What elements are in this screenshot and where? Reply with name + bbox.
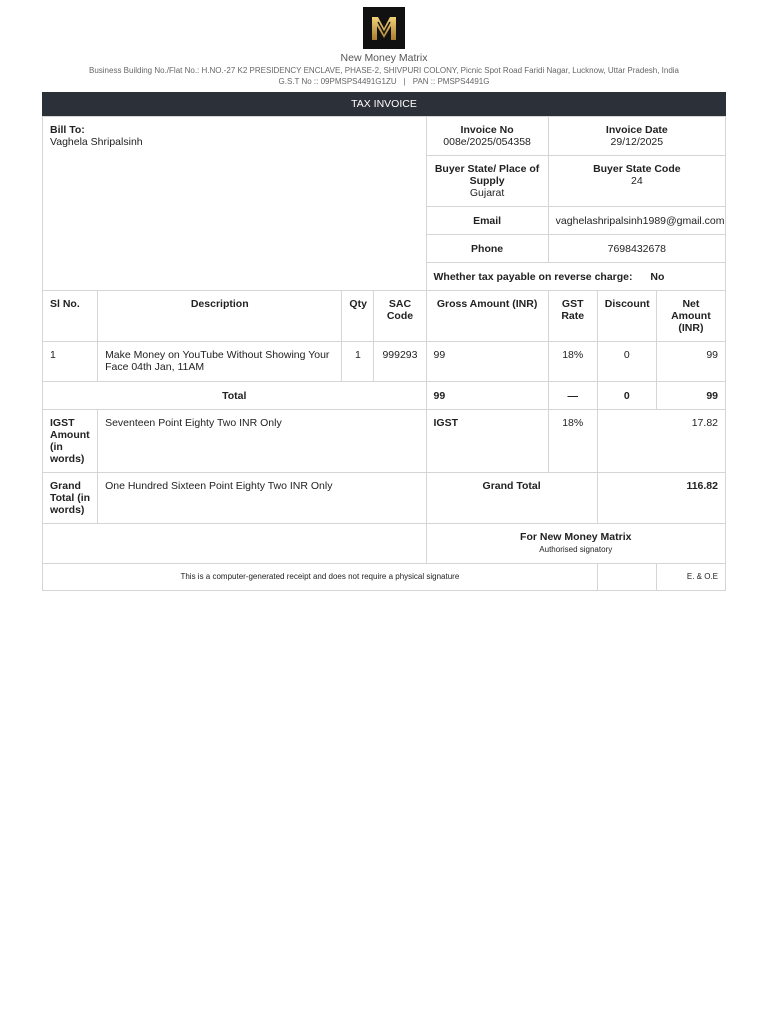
tax-ids [0, 77, 768, 86]
company-address: Business Building No./Flat No.: H.NO.-27 K2 PRESIDENCY ENCLAVE, PHASE-2, SHIVPURI COLONY, Picnic Spot Road Faridi Nagar, Lucknow, Uttar Pradesh, India [88, 66, 680, 75]
signature-blank [43, 524, 427, 564]
signature-for: For New Money Matrix [520, 531, 632, 543]
invoice-date-label: Invoice Date [605, 124, 668, 136]
email-value: vaghelashripalsinh1989@gmail.com [548, 207, 725, 235]
bill-to-name: Vaghela Shripalsinh [50, 136, 143, 148]
total-label: Total [43, 382, 427, 410]
buyer-state-cell [426, 156, 548, 207]
col-description: Description [98, 291, 342, 342]
total-net: 99 [656, 382, 725, 410]
item-description: Make Money on YouTube Without Showing Your Face 04th Jan, 11AM [98, 342, 342, 382]
items-header-row [43, 291, 726, 342]
invoice-date-value: 29/12/2025 [610, 136, 664, 148]
authorised-signatory: Authorised signatory [539, 545, 613, 554]
grand-total-row [43, 473, 726, 524]
grand-total-amount: 116.82 [597, 473, 725, 524]
grand-total-words-label: Grand Total (in words) [43, 473, 98, 524]
buyer-state-code-cell [548, 156, 725, 207]
col-gst-rate: GST Rate [548, 291, 597, 342]
grand-total-words: One Hundred Sixteen Point Eighty Two INR Only [98, 473, 426, 524]
igst-row [43, 410, 726, 473]
invoice-no-label: Invoice No [460, 124, 514, 136]
footer-note: This is a computer-generated receipt and does not require a physical signature [43, 564, 598, 591]
reverse-charge-cell [426, 263, 726, 291]
reverse-charge-label: Whether tax payable on reverse charge: [433, 270, 633, 283]
col-qty: Qty [342, 291, 374, 342]
col-sl-no: Sl No. [43, 291, 98, 342]
col-gross-amount: Gross Amount (INR) [426, 291, 548, 342]
col-sac-code: SAC Code [374, 291, 426, 342]
company-name: New Money Matrix [340, 52, 428, 64]
signature-block [426, 524, 726, 564]
item-sac: 999293 [374, 342, 426, 382]
igst-rate: 18% [548, 410, 597, 473]
igst-amount: 17.82 [597, 410, 725, 473]
invoice-title: TAX INVOICE [42, 92, 726, 116]
item-discount: 0 [597, 342, 656, 382]
phone-value: 7698432678 [548, 235, 725, 263]
table-row [43, 342, 726, 382]
footer-row [43, 564, 726, 591]
item-qty: 1 [342, 342, 374, 382]
igst-label: IGST [426, 410, 548, 473]
igst-words-label: IGST Amount (in words) [43, 410, 98, 473]
company-logo [363, 7, 405, 49]
item-gross: 99 [426, 342, 548, 382]
footer-blank [597, 564, 656, 591]
total-row [43, 382, 726, 410]
invoice-header [0, 0, 768, 86]
reverse-charge-value: No [650, 270, 665, 283]
bill-to-label: Bill To: [50, 124, 85, 136]
buyer-state-code-value: 24 [630, 175, 643, 187]
footer-eoe: E. & O.E [656, 564, 725, 591]
invoice-no-value: 008e/2025/054358 [443, 136, 531, 148]
item-sl: 1 [43, 342, 98, 382]
invoice-date-cell [548, 117, 725, 156]
bill-to [43, 117, 427, 291]
tax-id-divider: | [403, 77, 406, 86]
gst-number: G.S.T No :: 09PMSPS4491G1ZU [278, 77, 397, 86]
col-net-amount: Net Amount (INR) [656, 291, 725, 342]
item-net: 99 [656, 342, 725, 382]
total-gst-rate: — [548, 382, 597, 410]
buyer-state-code-label: Buyer State Code [593, 163, 681, 175]
igst-words: Seventeen Point Eighty Two INR Only [98, 410, 426, 473]
total-discount: 0 [597, 382, 656, 410]
grand-total-label: Grand Total [426, 473, 597, 524]
email-label: Email [426, 207, 548, 235]
buyer-state-label: Buyer State/ Place of Supply [434, 163, 540, 187]
buyer-state-value: Gujarat [469, 187, 505, 199]
total-gross: 99 [426, 382, 548, 410]
invoice-table [42, 116, 726, 591]
invoice-body [42, 92, 726, 591]
pan-number: PAN :: PMSPS4491G [412, 77, 490, 86]
col-discount: Discount [597, 291, 656, 342]
item-gst-rate: 18% [548, 342, 597, 382]
mm-logo-icon [369, 13, 399, 43]
signature-row [43, 524, 726, 564]
invoice-no-cell [426, 117, 548, 156]
phone-label: Phone [426, 235, 548, 263]
